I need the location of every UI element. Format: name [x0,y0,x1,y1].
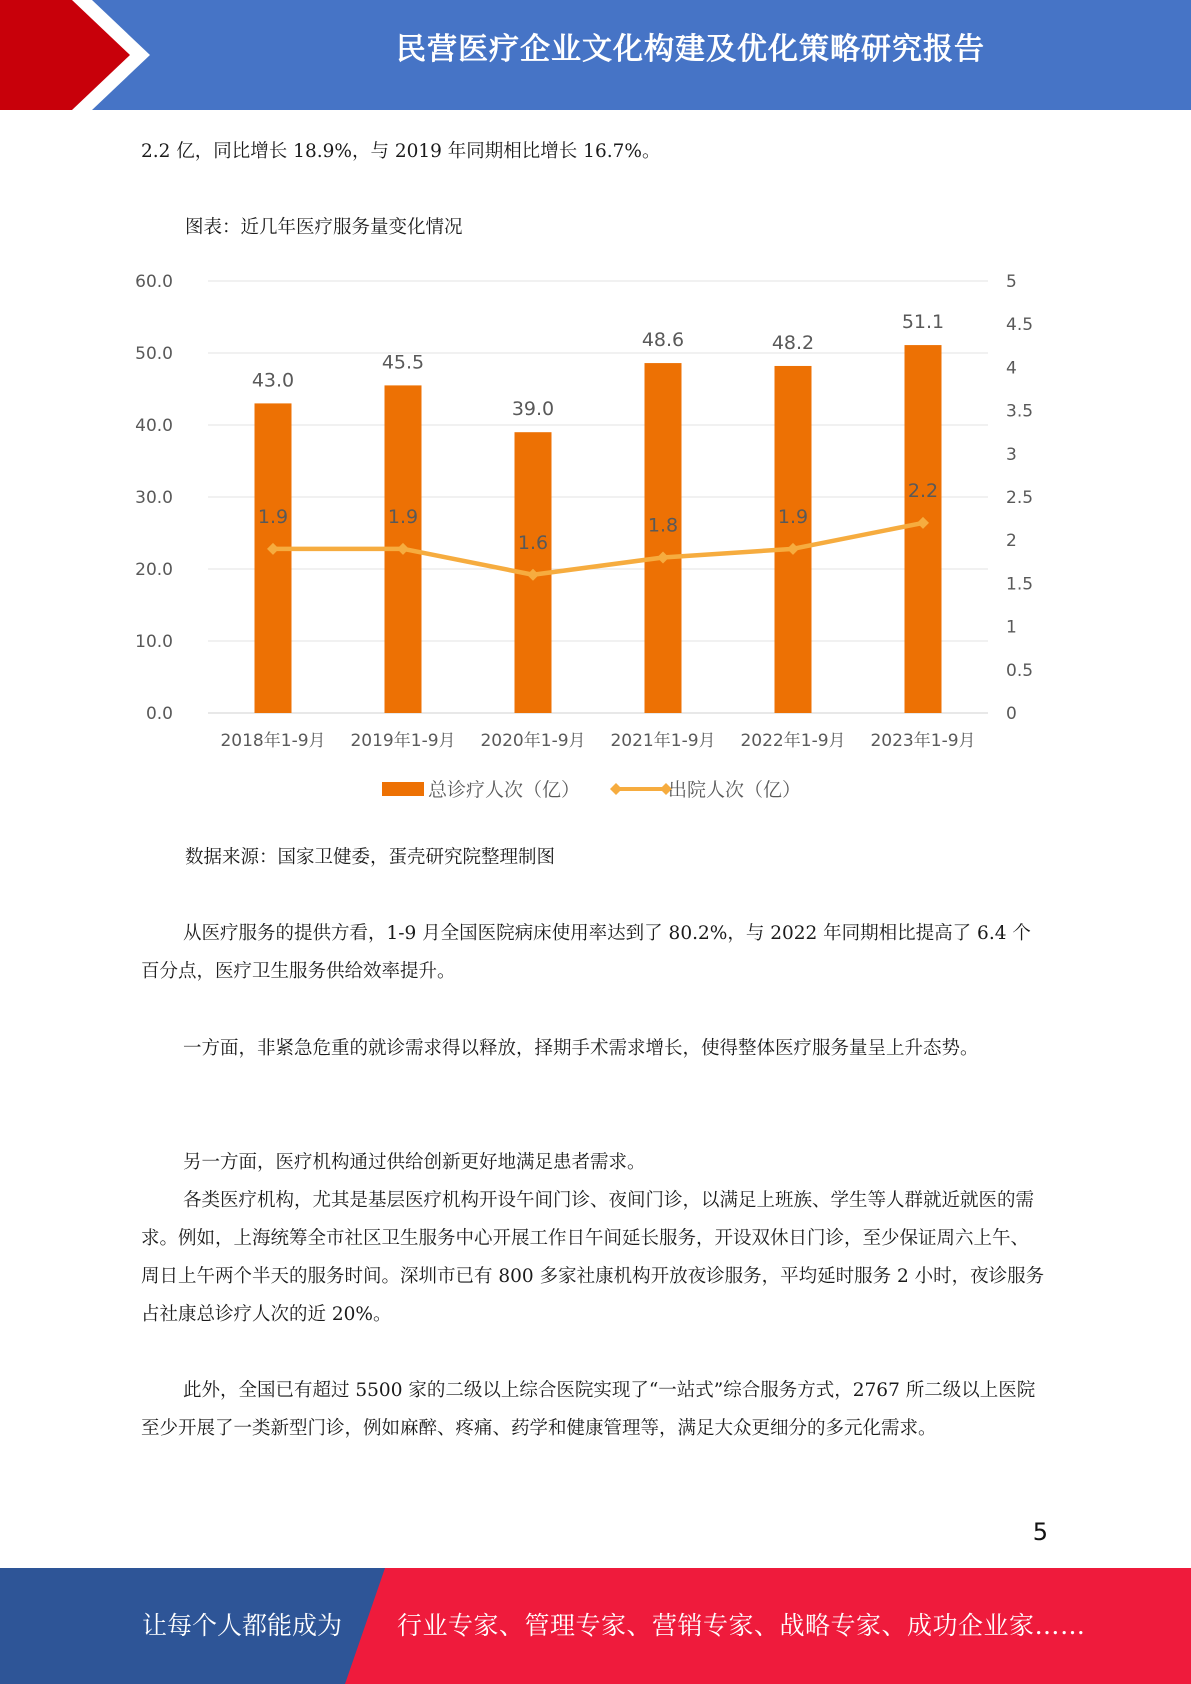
intro-line: 2.2 亿，同比增长 18.9%，与 2019 年同期相比增长 16.7%。 [141,141,661,162]
line-data-label: 1.8 [647,514,679,537]
x-tick-label: 2018年1-9月 [220,731,326,751]
y-left-tick-label: 40.0 [135,416,173,436]
y-right-tick-label: 0 [1006,704,1017,724]
bar-data-label: 48.6 [641,329,685,352]
legend-bar-swatch [382,782,424,796]
line-data-label: 1.9 [257,505,289,528]
bar [775,366,812,713]
line-data-label: 1.9 [387,505,419,528]
paragraph-supply-innovation: 另一方面，医疗机构通过供给创新更好地满足患者需求。 [183,1152,646,1173]
x-tick-label: 2021年1-9月 [610,731,716,751]
paragraph-demand-release: 一方面，非紧急危重的就诊需求得以释放，择期手术需求增长，使得整体医疗服务量呈上升态势。 [183,1038,979,1059]
paragraph-clinic-hours: 各类医疗机构，尤其是基层医疗机构开设午间门诊、夜间门诊，以满足上班族、学生等人群就近就医的需求。例如，上海统筹全市社区卫生服务中心开展工作日午间延长服务，开设双休日门诊，至少保证周六上午、周日上午两个半天的服务时间。深圳市已有 800 多家社康机构开放夜诊服务，平均延时服务 2 小时，夜诊服务占社康总诊疗人次的近 20%。 [141,1190,1045,1325]
y-right-tick-label: 2 [1006,531,1017,552]
chart-caption: 图表：近几年医疗服务量变化情况 [185,217,463,238]
bar [255,403,292,713]
y-right-tick-label: 1 [1006,617,1017,638]
legend-line-label: 出院人次（亿） [668,779,802,801]
line-data-label: 1.6 [517,531,549,554]
y-right-tick-label: 5 [1006,272,1017,292]
y-right-tick-label: 4 [1006,358,1017,379]
legend-line-marker [610,783,622,795]
y-left-tick-label: 50.0 [135,344,173,364]
x-tick-label: 2022年1-9月 [740,731,846,751]
y-right-tick-label: 2.5 [1006,488,1034,508]
report-title: 民营医疗企业文化构建及优化策略研究报告 [396,32,985,67]
y-right-tick-label: 0.5 [1006,660,1034,681]
x-tick-label: 2019年1-9月 [350,731,456,751]
y-right-tick-label: 1.5 [1006,574,1034,595]
bar-data-label: 43.0 [251,369,295,392]
legend-bar-label: 总诊疗人次（亿） [428,779,581,801]
footer-slogan-right: 行业专家、管理专家、营销专家、战略专家、成功企业家…… [397,1611,1086,1640]
bar-data-label: 48.2 [771,331,815,354]
line-data-label: 2.2 [907,479,939,502]
bar [905,345,942,713]
y-left-tick-label: 30.0 [135,488,173,508]
y-left-tick-label: 0.0 [145,704,173,724]
bar-data-label: 45.5 [381,351,425,374]
y-left-tick-label: 10.0 [135,632,173,652]
line-data-label: 1.9 [777,505,809,528]
line-series [273,523,923,575]
y-right-tick-label: 4.5 [1006,315,1034,336]
page-footer [0,1568,1191,1684]
page-number: 5 [1032,1518,1048,1546]
paragraph-bed-usage: 从医疗服务的提供方看，1-9 月全国医院病床使用率达到了 80.2%，与 2022 年同期相比提高了 6.4 个百分点，医疗卫生服务供给效率提升。 [141,923,1031,982]
bar-data-label: 39.0 [511,398,555,421]
header-arrow-decoration [0,0,190,110]
chart-source: 数据来源：国家卫健委，蛋壳研究院整理制图 [185,847,556,868]
y-right-tick-label: 3.5 [1006,401,1034,422]
x-tick-label: 2023年1-9月 [870,731,976,751]
page-header [0,0,1191,110]
y-left-tick-label: 60.0 [135,272,173,292]
bar-data-label: 51.1 [901,311,945,334]
bar [645,363,682,713]
footer-slogan-left: 让每个人都能成为 [142,1611,343,1640]
x-tick-label: 2020年1-9月 [480,731,586,751]
medical-service-chart [130,258,1034,806]
y-right-tick-label: 3 [1006,444,1017,465]
y-left-tick-label: 20.0 [135,560,173,580]
paragraph-one-stop-service: 此外，全国已有超过 5500 家的二级以上综合医院实现了“一站式”综合服务方式，2767 所二级以上医院至少开展了一类新型门诊，例如麻醉、疼痛、药学和健康管理等，满足大众更细分的多元化需求。 [141,1380,1036,1439]
